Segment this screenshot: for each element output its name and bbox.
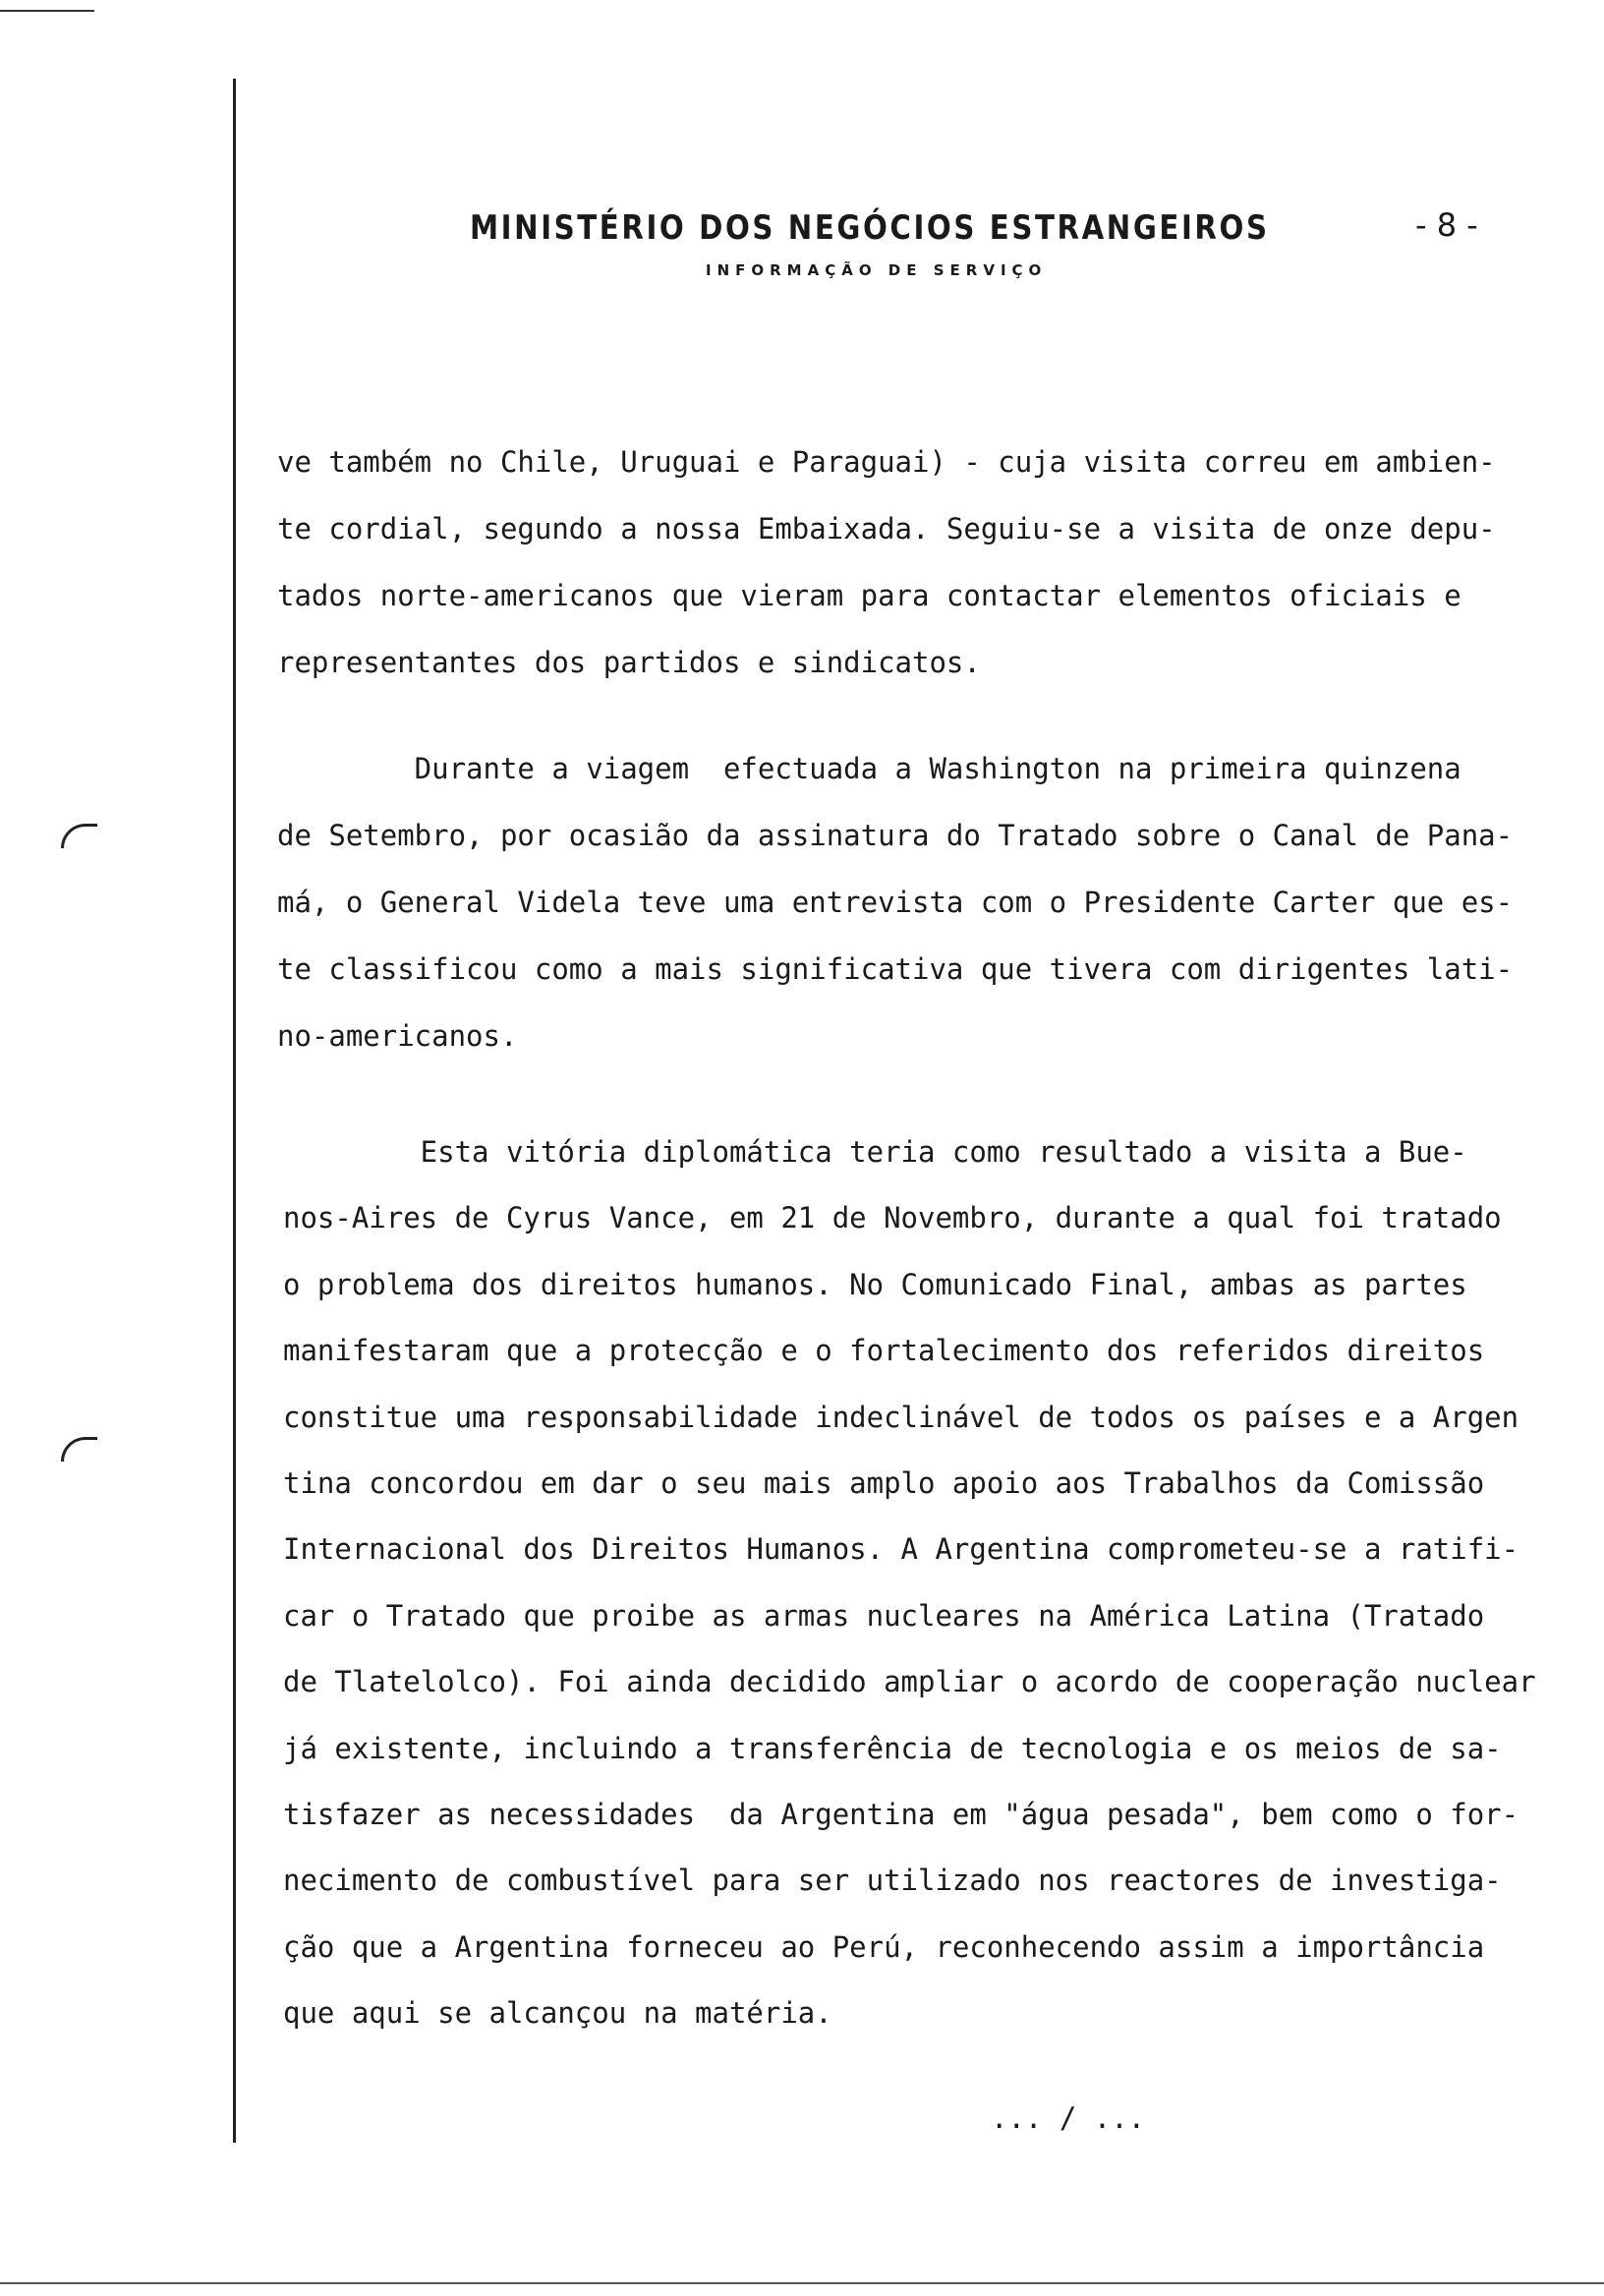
text-line: o problema dos direitos humanos. No Comunicado Final, ambas as partes bbox=[283, 1267, 1467, 1301]
text-line: tisfazer as necessidades da Argentina em "água pesada", bem como o for- bbox=[283, 1797, 1519, 1831]
text-line: necimento de combustível para ser utilizado nos reactores de investiga- bbox=[283, 1864, 1502, 1898]
text-line: te cordial, segundo a nossa Embaixada. Seguiu-se a visita de onze depu- bbox=[277, 512, 1496, 545]
text-line: ção que a Argentina forneceu ao Perú, reconhecendo assim a importância bbox=[283, 1929, 1485, 1964]
text-line: que aqui se alcançou na matéria. bbox=[283, 1996, 832, 2031]
margin-line bbox=[233, 79, 236, 2143]
paragraph-3 bbox=[283, 1132, 1536, 2059]
text-line: Internacional dos Direitos Humanos. A Argentina comprometeu-se a ratifi- bbox=[283, 1532, 1519, 1567]
paragraph-2 bbox=[277, 749, 1513, 1083]
bottom-edge-line bbox=[0, 2282, 1604, 2284]
punch-hole-mark bbox=[61, 1437, 97, 1462]
text-line: representantes dos partidos e sindicatos. bbox=[277, 646, 981, 679]
text-line: constitue uma responsabilidade indeclinável de todos os países e a Argen bbox=[283, 1400, 1519, 1434]
ministry-header: MINISTÉRIO DOS NEGÓCIOS ESTRANGEIROS bbox=[470, 208, 1270, 248]
text-line: Durante a viagem efectuada a Washington na primeira quinzena bbox=[277, 752, 1461, 785]
page-number: - 8 - bbox=[1415, 206, 1478, 244]
continuation-mark: ... / ... bbox=[991, 2101, 1146, 2135]
text-line: tados norte-americanos que vieram para contactar elementos oficiais e bbox=[277, 579, 1461, 612]
text-line: ve também no Chile, Uruguai e Paraguai) - cuja visita correu em ambien- bbox=[277, 445, 1496, 479]
text-line: já existente, incluindo a transferência de tecnologia e os meios de sa- bbox=[283, 1731, 1502, 1765]
text-line: car o Tratado que proibe as armas nucleares na América Latina (Tratado bbox=[283, 1598, 1485, 1633]
paragraph-1 bbox=[277, 442, 1496, 710]
text-line: te classificou como a mais significativa que tivera com dirigentes lati- bbox=[277, 952, 1514, 986]
text-line: má, o General Videla teve uma entrevista com o Presidente Carter que es- bbox=[277, 886, 1514, 919]
text-line: no-americanos. bbox=[277, 1019, 518, 1053]
header-subtitle: INFORMAÇÃO DE SERVIÇO bbox=[706, 261, 1048, 279]
text-line: manifestaram que a protecção e o fortalecimento dos referidos direitos bbox=[283, 1334, 1485, 1368]
top-edge-line bbox=[0, 10, 94, 12]
punch-hole-mark bbox=[61, 824, 97, 848]
text-line: nos-Aires de Cyrus Vance, em 21 de Novembro, durante a qual foi tratado bbox=[283, 1201, 1502, 1235]
text-line: Esta vitória diplomática teria como resultado a visita a Bue- bbox=[283, 1135, 1467, 1169]
text-line: de Setembro, por ocasião da assinatura do Tratado sobre o Canal de Pana- bbox=[277, 819, 1514, 852]
text-line: tina concordou em dar o seu mais amplo apoio aos Trabalhos da Comissão bbox=[283, 1465, 1485, 1500]
text-line: de Tlatelolco). Foi ainda decidido ampliar o acordo de cooperação nuclear bbox=[283, 1665, 1536, 1699]
